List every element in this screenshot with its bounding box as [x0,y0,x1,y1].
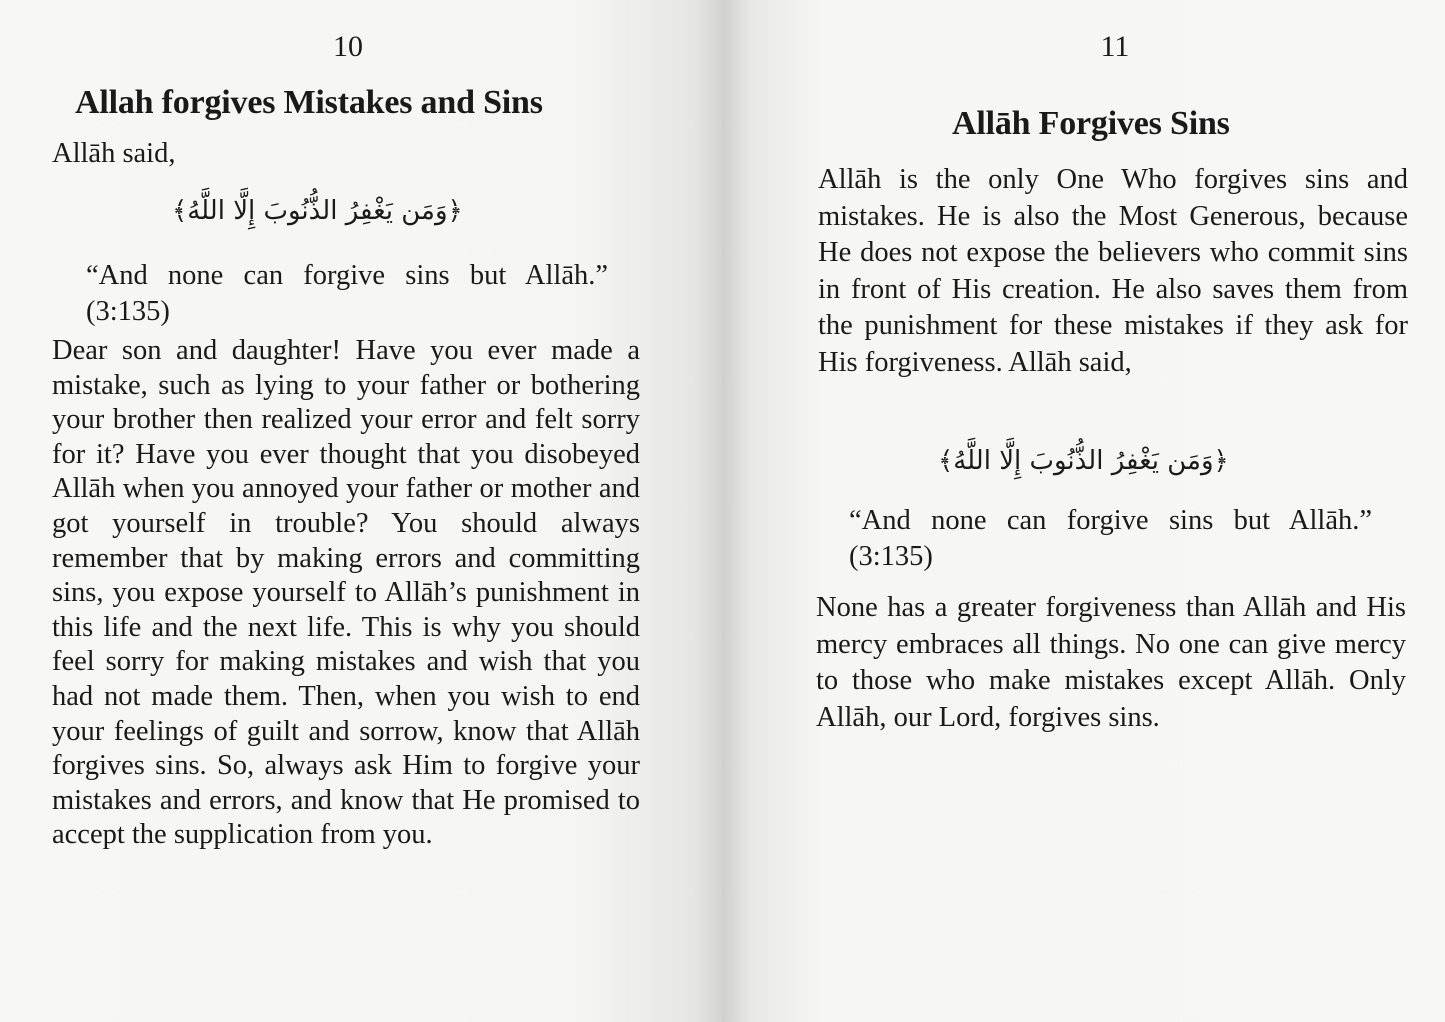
chapter-title-right: Allāh Forgives Sins [952,105,1230,142]
page-number-right: 11 [1100,30,1130,63]
body-text-left: Dear son and daughter! Have you ever made a mistake, such as lying to your father or bothering your brother then realized your error and felt sorry for it? Have you ever thought that you disobeyed Allāh when you annoyed your father or mother and got yourself in trouble? You should always remember that by making errors and committing sins, you expose yourself to Allāh’s punishment in this life and the next life. This is why you should feel sorry for making mistakes and wish that you had not made them. Then, when you wish to end your feelings of guilt and sorrow, know that Allāh forgives sins. So, always ask Him to forgive your mistakes and errors, and know that He promised to accept the supplication from you. [52,335,640,851]
arabic-verse-left: ﴿وَمَن يَغْفِرُ الذُّنُوبَ إِلَّا اللَّهُ﴾ [172,196,463,226]
right-page [722,0,1445,1022]
quote-text-right: “And none can forgive sins but Allāh.” (3:135) [849,505,1372,572]
said-line-left: Allāh said, [52,138,176,169]
page-number-left: 10 [333,30,363,63]
body-paragraph-left [52,334,640,853]
body-paragraph-right-2 [816,590,1406,736]
quote-text-left: “And none can forgive sins but Allāh.” (3:135) [86,260,608,327]
body-text-right-1: Allāh is the only One Who forgives sins and mistakes. He is also the Most Generous, because He does not expose the believers who commit sins in front of His creation. He also saves them from the punishment for these mistakes if they ask for His forgiveness. Allāh said, [818,164,1408,378]
body-text-right-2: None has a greater forgiveness than Allāh and His mercy embraces all things. No one can give mercy to those who make mistakes except Allāh. Only Allāh, our Lord, forgives sins. [816,592,1406,733]
quote-left [86,258,608,330]
quote-right [849,503,1372,575]
body-paragraph-right-1 [818,162,1408,381]
arabic-verse-right: ﴿وَمَن يَغْفِرُ الذُّنُوبَ إِلَّا اللَّهُ﴾ [938,446,1229,476]
left-page [0,0,722,1022]
chapter-title-left: Allah forgives Mistakes and Sins [75,84,543,121]
